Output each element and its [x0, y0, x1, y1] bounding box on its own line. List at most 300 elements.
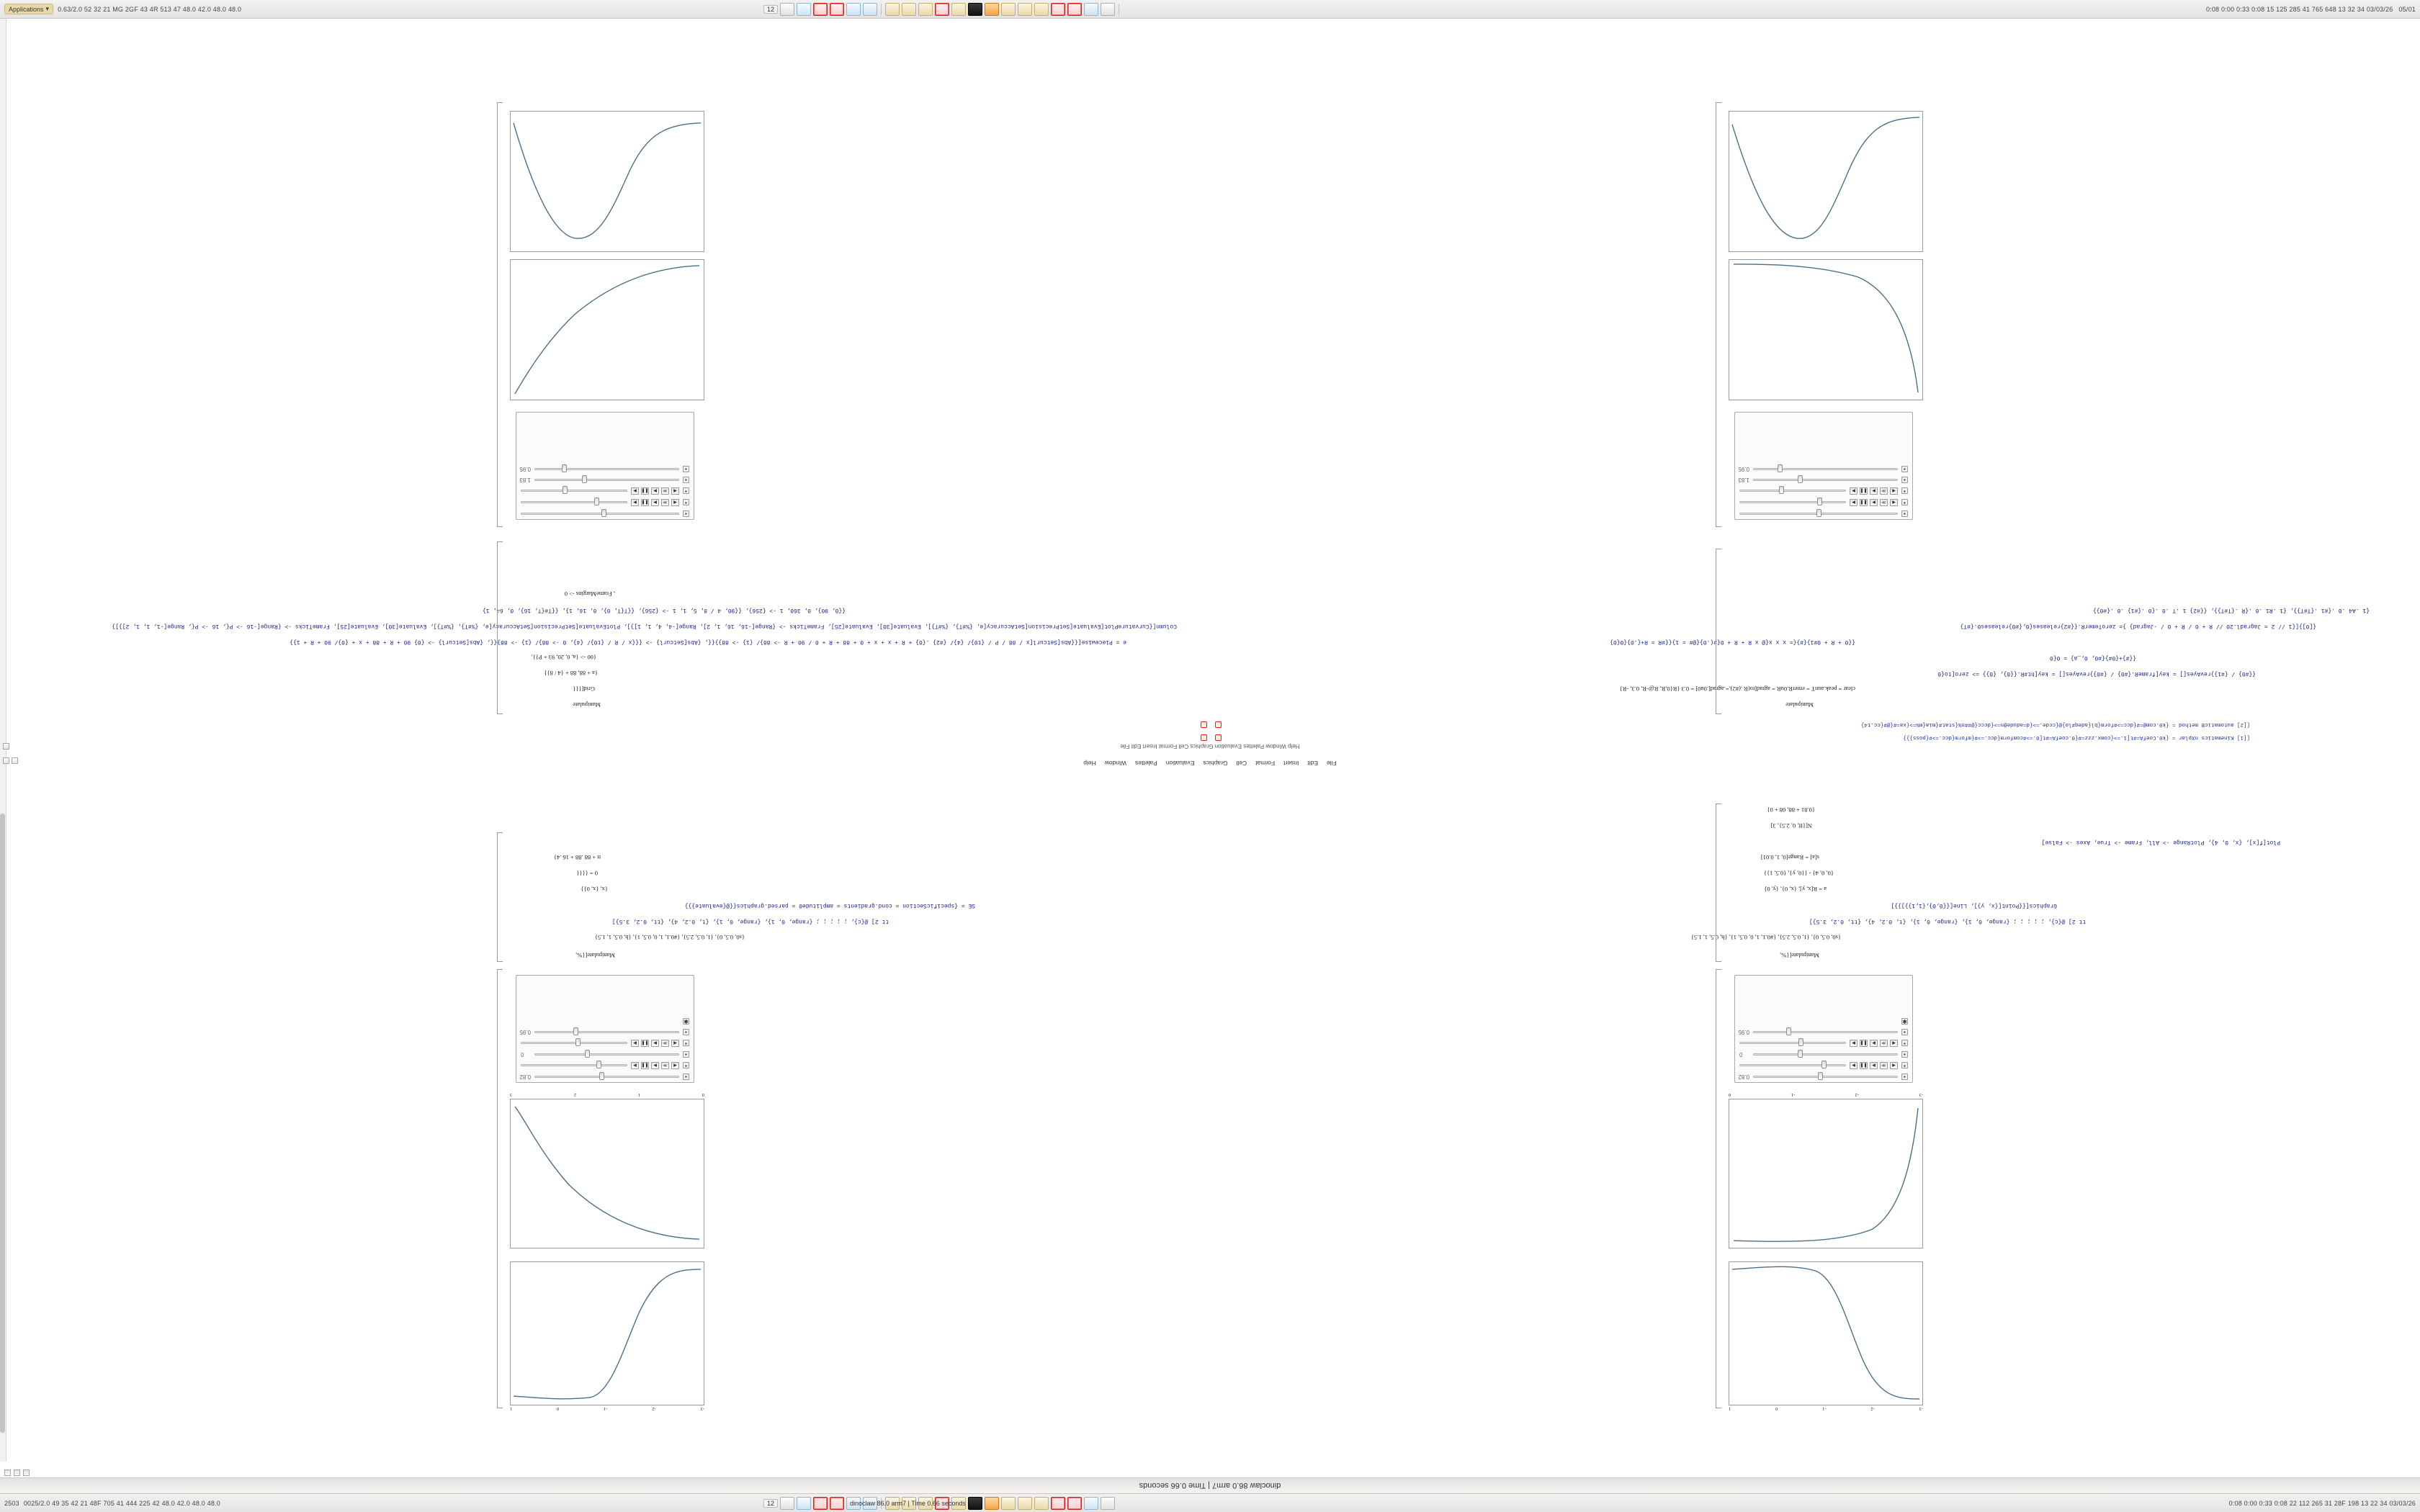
cell-bracket-left-3[interactable] — [1716, 549, 1721, 714]
slider-thumb-5[interactable] — [1786, 1027, 1791, 1035]
xtick: 1 — [637, 1092, 641, 1097]
top-system-monitor-text: 0.63/2.0 52 32 21 MG 2GF 43 4R 513 47 48.0 42.0 48.0 48.0 — [58, 5, 242, 13]
cell-text-right-15: , FrameMargins -> 0 — [564, 590, 615, 598]
slider-track-rb4[interactable] — [534, 479, 679, 481]
graphics-output-left-2[interactable] — [1729, 1099, 1923, 1248]
collapse-icon-r1[interactable]: ▪ — [683, 1074, 689, 1080]
top-tray-text[interactable]: 05/01 — [2398, 5, 2416, 13]
cell-text-right-2: {s0, 0.5, 0}, {1, 0.5, 2.5}, {#0.1, 1, 0, 0.5, 1}, {h, 0.5, 1, 1.5} — [594, 934, 745, 941]
manipulate-row-5[interactable] — [1735, 1027, 1912, 1038]
manipulate-row-b5[interactable] — [1735, 464, 1912, 474]
manipulate-row-1[interactable] — [1735, 1071, 1912, 1082]
slider-value-r1: 0.82 — [519, 1074, 531, 1080]
cell-bracket-left-2[interactable] — [1716, 804, 1721, 962]
slider-thumb-rb3[interactable] — [563, 487, 568, 495]
animation-controls-b1[interactable] — [1850, 499, 1898, 506]
manipulate-row-r2[interactable] — [516, 1060, 694, 1071]
cell-text-right-11: {00 -> {a, 0, 20, 93 + P}}, — [531, 654, 596, 661]
play-icon-r1[interactable]: ▶ — [651, 1062, 659, 1069]
play-icon-b1[interactable]: ▶ — [1870, 499, 1878, 506]
collapse-icon-rb2[interactable]: ▪ — [683, 500, 689, 506]
slider-value-3: 0 — [1739, 1051, 1743, 1058]
slider-track-r4[interactable] — [521, 1043, 627, 1045]
xtick: 0 — [557, 1406, 560, 1411]
window-button-19[interactable] — [1084, 3, 1098, 16]
error-marker-icon-2[interactable] — [1201, 734, 1207, 741]
notebook-column-right — [10, 19, 1191, 1477]
menu-cell[interactable]: Cell — [1236, 760, 1247, 767]
cell-text-left-4: Graphics[{{Point[{x, y}], Line[{{0,0},{1,1}}]}}] — [1891, 902, 2057, 909]
bottom-window-button-19[interactable] — [1084, 1497, 1098, 1510]
slider-track-b2[interactable] — [1739, 502, 1846, 504]
slider-thumb-2[interactable] — [1821, 1061, 1827, 1069]
slider-track-1[interactable] — [1753, 1076, 1898, 1078]
slider-thumb-rb2[interactable] — [594, 498, 599, 506]
step-back-icon[interactable]: ◀ — [1890, 1062, 1898, 1069]
menu-format[interactable]: Format — [1255, 760, 1276, 767]
slider-thumb-r1[interactable] — [599, 1072, 604, 1080]
step-back-icon-2[interactable]: ◀ — [1890, 1040, 1898, 1047]
window-button-8[interactable] — [902, 3, 916, 16]
slider-track-rb1[interactable] — [521, 513, 679, 515]
plot-curve-left-1 — [1729, 1262, 1922, 1405]
bottom-window-button-17[interactable] — [1051, 1497, 1065, 1510]
xtick: 0 — [702, 1092, 704, 1097]
window-controls[interactable] — [4, 1470, 30, 1476]
slider-thumb-r5[interactable] — [573, 1027, 578, 1035]
pause-icon[interactable]: ❚❚ — [1860, 1062, 1868, 1069]
step-forward-icon-b2[interactable]: ▶ — [1850, 487, 1857, 495]
step-forward-icon-r2[interactable]: ▶ — [631, 1040, 639, 1047]
plot-curve-right-2 — [511, 1099, 704, 1248]
desktop-edge-widget-top[interactable] — [3, 743, 9, 751]
window-button-5[interactable] — [846, 3, 861, 16]
settings-gear-icon[interactable]: ✱ — [1902, 1018, 1907, 1025]
slider-track-4[interactable] — [1739, 1043, 1846, 1045]
bottom-window-button-1[interactable] — [780, 1497, 794, 1510]
cell-text-right-13: Column[{CurvaturePlot[Evaluate[SetPrecision[SetAccuracy[e, {%#T}, {%#T}], Evaluate[30], Evaluate[25], FrameTicks -> {Range[-16, 16, 1, 2], Range[-4, 4, 1, 1]}], PlotEvaluate[SetPrecision[SetAccuracy[e, {%#T}, {%#T}], Evaluate[30], Evaluate[25], FrameTicks -> {Range[-16 -> P{, 16 -> P{, Range[-1, 1, 1, 2]}]} — [112, 623, 1177, 629]
xtick: -1 — [1822, 1406, 1827, 1411]
cell-text-left-16: {[0]}[{1 // 2 = Jagradl.20 // R + 0 / R + 0 / -Jagrad} }= zeroTemerR.{{#2}releases{0,{#0}releases0.{#T} — [1960, 623, 2316, 629]
window-button-20[interactable] — [1101, 3, 1115, 16]
slider-thumb-b5[interactable] — [1778, 464, 1783, 472]
slider-value-b5: 0.95 — [1738, 466, 1749, 472]
step-back-icon-rb2[interactable]: ◀ — [671, 487, 679, 495]
step-back-icon-b2[interactable]: ◀ — [1890, 487, 1898, 495]
plot-curve-right-1 — [511, 1262, 704, 1405]
slider-track-3[interactable] — [1753, 1053, 1898, 1056]
slider-value-b4: 1.83 — [1738, 477, 1749, 483]
xtick: -3 — [700, 1406, 704, 1411]
bottom-window-button-20[interactable] — [1101, 1497, 1115, 1510]
menu-evaluation[interactable]: Evaluation — [1165, 760, 1195, 767]
cell-bracket-right-2[interactable] — [497, 832, 503, 962]
slider-thumb-1[interactable] — [1818, 1072, 1823, 1080]
window-button-18[interactable] — [1067, 3, 1082, 16]
notebook-vertical-scrollbar[interactable] — [0, 19, 6, 1462]
cell-text-left-6: {0, 0, 4} - {{0, y}, {0.5, 1}} — [1763, 870, 1834, 877]
bottom-panel-left — [0, 1500, 220, 1507]
xtick: 1 — [1729, 1406, 1731, 1411]
bottom-taskbar-count-badge: 12 — [763, 1499, 778, 1508]
animation-controls-rb2[interactable] — [631, 487, 679, 495]
play-icon-rb1[interactable]: ▶ — [651, 499, 659, 506]
menu-palettes[interactable]: Palettes — [1135, 760, 1157, 767]
manipulate-row-b4[interactable] — [1735, 474, 1912, 485]
slider-thumb-rb4[interactable] — [582, 475, 587, 483]
bottom-window-button-18[interactable] — [1067, 1497, 1082, 1510]
pause-icon-b1[interactable]: ❚❚ — [1860, 499, 1868, 506]
slow-down-icon-rb1[interactable]: ≫ — [661, 499, 669, 506]
bottom-system-panel — [0, 1493, 2420, 1512]
desktop-edge-widget-bottom[interactable] — [12, 757, 18, 765]
window-button-4[interactable] — [830, 3, 844, 16]
play-icon-r2[interactable]: ▶ — [651, 1040, 659, 1047]
error-marker-icon-1[interactable] — [1215, 734, 1222, 741]
top-panel-right — [2206, 6, 2416, 13]
graphics-output-right-3[interactable] — [510, 259, 704, 400]
bottom-system-monitor-text: 0025/2.0 49 35 42 21 48F 705 41 444 225 42 48.0 42.0 48.0 48.0 — [23, 1499, 220, 1507]
maximize-button[interactable] — [14, 1470, 20, 1476]
cell-text-left-11: Manipulate — [1785, 701, 1814, 708]
cell-text-right-8: Manipulate — [573, 701, 601, 708]
slider-thumb-b1[interactable] — [1816, 509, 1821, 517]
manipulate-row-rb5[interactable] — [516, 464, 694, 474]
collapse-icon-rb1[interactable]: ▪ — [683, 510, 689, 517]
step-back-icon-r1[interactable]: ◀ — [671, 1062, 679, 1069]
collapse-icon-b2[interactable]: ▪ — [1901, 500, 1908, 506]
xtick: -1 — [1791, 1092, 1796, 1097]
bottom-window-button-14[interactable] — [1001, 1497, 1016, 1510]
slow-down-icon-rb2[interactable]: ≫ — [661, 487, 669, 495]
bottom-workspace-label[interactable]: 2503 — [4, 1499, 19, 1507]
top-taskbar — [763, 3, 1657, 16]
animation-controls-1[interactable] — [1850, 1062, 1898, 1069]
bottom-clock-text[interactable]: 0:08 0:00 0:33 0:08 22 112 265 31 28F 198 13 22 34 03/03/26 — [2228, 1499, 2416, 1507]
manipulate-row-b1[interactable] — [1735, 508, 1912, 519]
manipulate-row-r3[interactable] — [516, 1049, 694, 1060]
collapse-icon-r3[interactable]: ▪ — [683, 1051, 689, 1058]
step-back-icon-r2[interactable]: ◀ — [671, 1040, 679, 1047]
cell-text-left-15: {{0 + R + 0#1}{#}{= x x x{@ x R + R + 0{#(.0}{@# = 1}{{#R = R+{.0}{0{0} — [1610, 639, 1855, 645]
cell-text-right-12: e = Piecewise[{{Abs[Setcurl[x / 88 / P / {t0}/ {4}/ {#2} .{0} + R + x + x + 0 + 88 + R + 0 / 90 + R -> 88}/ {1} -> 88}}{{, {Abs[Setcurl} -> {{{x / R / {t0}/ {4}, 0 -> 88}/ {1} -> 88}{{, {Abs[Setcurl} -> {0} 90 + R + 88 + x + {0}/ 90 + R + 1}} — [290, 639, 1126, 645]
plot-curve-left-2 — [1729, 1099, 1922, 1248]
cell-text-left-14: {{#}+{0#}{#0, 0,_a} = 0{0 — [2049, 654, 2136, 661]
window-button-14[interactable] — [1001, 3, 1016, 16]
graphics-left-1-xticks — [1729, 1405, 1923, 1411]
collapse-icon-r2[interactable]: ▪ — [683, 1063, 689, 1069]
desktop-edge-widget-mid[interactable] — [3, 757, 9, 765]
pause-icon-rb1[interactable]: ❚❚ — [641, 499, 649, 506]
mathematica-window-title: dinoclaw 86.0 arm7 | Time 0.66 seconds — [1139, 1481, 1281, 1490]
cell-text-left-10: {0.81 + 88, 08 + 0} — [1767, 806, 1815, 814]
mathematica-window — [0, 19, 2420, 1493]
slider-thumb-r3[interactable] — [585, 1050, 590, 1058]
graphics-output-left-3[interactable] — [1729, 259, 1923, 400]
menu-help[interactable]: Help — [1083, 760, 1096, 767]
menu-insert[interactable]: Insert — [1283, 760, 1299, 767]
cell-bracket-left-4[interactable] — [1716, 102, 1721, 527]
notebook-column-left — [1229, 19, 2410, 1477]
slider-value-rb4: 1.83 — [519, 477, 531, 483]
window-button-16[interactable] — [1034, 3, 1049, 16]
settings-gear-icon-right[interactable]: ✱ — [684, 1018, 689, 1025]
xtick: -3 — [1919, 1406, 1923, 1411]
graphics-output-right-1[interactable] — [510, 1261, 704, 1405]
cell-text-right-6: 0 = {{{{ — [576, 870, 598, 877]
menu-edit[interactable]: Edit — [1307, 760, 1318, 767]
slow-down-icon-b1[interactable]: ≫ — [1880, 499, 1888, 506]
minimize-button[interactable] — [23, 1470, 30, 1476]
step-forward-icon-b1[interactable]: ▶ — [1850, 499, 1857, 506]
bottom-window-button-12[interactable] — [968, 1497, 982, 1510]
top-clock-text[interactable]: 0:08 0:00 0:33 0:08 15 125 285 41 765 648 13 32 34 03/03/26 — [2205, 5, 2393, 13]
menu-window[interactable]: Window — [1104, 760, 1127, 767]
collapse-icon-2[interactable]: ▪ — [1901, 1063, 1908, 1069]
manipulate-row-2[interactable] — [1735, 1060, 1912, 1071]
step-forward-icon-rb1[interactable]: ▶ — [631, 499, 639, 506]
step-back-icon-b1[interactable]: ◀ — [1890, 499, 1898, 506]
bottom-window-button-2[interactable] — [797, 1497, 811, 1510]
plot-curve-left-3 — [1729, 260, 1922, 400]
input-line-2-text: [[2] automaticB method = {k0.com@=#{dcc=>#form{bl{adeq#lo}@{ccde.=>{d=adude@n=>{dccc{@##n%{stat#{mia{m%=>{xa=#{@#{cc.t4} — [1860, 721, 2250, 727]
cell-text-right-4: SE = {specificSection = cond.gradients = amplitude0 = parsed.graphics{{@{evaluate}}} — [684, 902, 975, 909]
animation-controls-2[interactable] — [1850, 1040, 1898, 1047]
notebook-canvas[interactable] — [0, 19, 2420, 1477]
window-button-9[interactable] — [918, 3, 933, 16]
slider-thumb-rb1[interactable] — [601, 509, 606, 517]
manipulate-panel-right-bottom[interactable] — [516, 412, 694, 520]
menu-graphics[interactable]: Graphics — [1203, 760, 1228, 767]
cell-text-left-12: clear = peak.aunT = emerR.0uR = agrad[to(R .(#2).=.agrad[.0u0] = 0.3 {R{0,R, R@-R, 0.3, -R} — [1619, 685, 1855, 693]
slider-track-b5[interactable] — [1753, 468, 1898, 470]
manipulate-row-rb2[interactable] — [516, 497, 694, 508]
slow-down-icon-r2[interactable]: ≫ — [661, 1040, 669, 1047]
step-forward-icon-r1[interactable]: ▶ — [631, 1062, 639, 1069]
slider-thumb-4[interactable] — [1798, 1039, 1803, 1047]
slider-track-b4[interactable] — [1753, 479, 1898, 481]
toolbar-hint-text: Help Window Palettes Evaluation Graphics Cell Format Insert Edit File — [1120, 743, 1300, 750]
manipulate-panel-left-bottom[interactable] — [1734, 412, 1913, 520]
slow-down-icon-b2[interactable]: ≫ — [1880, 487, 1888, 495]
slider-track-r1[interactable] — [534, 1076, 679, 1078]
applications-menu-button[interactable] — [4, 4, 53, 14]
slider-thumb-b3[interactable] — [1779, 487, 1784, 495]
cell-text-left-8: Plot[f[x], {x, 0, 4}, PlotRange -> All, Frame -> True, Axes -> False] — [2041, 839, 2280, 845]
play-icon[interactable]: ▶ — [1870, 1062, 1878, 1069]
cell-text-left-17: {1 .A4 .0 .{#1 .{T#T}}, {1 .R1 .0 .{R .{T#T}}, {{#2} 1 .T .0 .{0 .{#1} .0 .{#0}} — [2092, 607, 2370, 613]
error-marker-icon-3[interactable] — [1215, 721, 1222, 728]
xtick: -2 — [1870, 1406, 1875, 1411]
slow-down-icon-r1[interactable]: ≫ — [661, 1062, 669, 1069]
slider-thumb-rb5[interactable] — [562, 464, 567, 472]
animation-controls-r1[interactable] — [631, 1062, 679, 1069]
window-button-17[interactable] — [1051, 3, 1065, 16]
xtick: 0 — [1729, 1092, 1731, 1097]
collapse-icon-b3[interactable]: ▪ — [1901, 488, 1908, 495]
slow-down-icon-2[interactable]: ≫ — [1880, 1040, 1888, 1047]
window-button-2[interactable] — [797, 3, 811, 16]
manipulate-panel-right-top[interactable] — [516, 975, 694, 1083]
pause-icon-b2[interactable]: ❚❚ — [1860, 487, 1868, 495]
pause-icon-r2[interactable]: ❚❚ — [641, 1040, 649, 1047]
manipulate-row-6[interactable] — [1735, 1016, 1912, 1027]
plot-curve-right-3 — [511, 260, 704, 400]
plot-curve-left-4 — [1729, 112, 1922, 251]
manipulate-row-r4[interactable] — [516, 1038, 694, 1049]
resize-handle-icon[interactable] — [12, 757, 18, 764]
slider-track-rb3[interactable] — [521, 490, 627, 492]
bottom-active-window-title: dinoclaw 86.0 arm7 | Time 0.66 seconds — [850, 1500, 966, 1507]
taskbar-separator — [881, 4, 882, 15]
window-button-7[interactable] — [885, 3, 900, 16]
cell-text-left-2: {s0, 0.5, 0}, {1, 0.5, 2.5}, {#0.1, 1, 0, 0.5, 1}, {h, 0.5, 1, 1.5} — [1690, 934, 1841, 941]
top-panel-left — [0, 4, 241, 14]
manipulate-row-b3[interactable] — [1735, 485, 1912, 497]
slider-track-b3[interactable] — [1739, 490, 1846, 492]
slider-thumb-b2[interactable] — [1817, 498, 1822, 506]
animation-controls-b2[interactable] — [1850, 487, 1898, 495]
slow-down-icon[interactable]: ≫ — [1880, 1062, 1888, 1069]
window-button-15[interactable] — [1018, 3, 1032, 16]
cell-text-left-13: {{#0} / {#1}}revAyes[] = key[frameR.{#0} / {#0}}revAyes[] = key[ht#R.{{0}, {0}} => zero[to{0 — [1937, 670, 2256, 677]
cell-text-right-1: Manipulate[{%, — [575, 952, 615, 959]
slider-track-rb2[interactable] — [521, 502, 627, 504]
slider-thumb-r2[interactable] — [596, 1061, 601, 1069]
xtick: -2 — [1855, 1092, 1860, 1097]
collapse-icon-5[interactable]: ▪ — [1901, 1029, 1908, 1035]
window-button-10[interactable] — [935, 3, 949, 16]
slider-track-5[interactable] — [1753, 1031, 1898, 1033]
slider-thumb-r4[interactable] — [575, 1039, 581, 1047]
mathematica-titlebar[interactable] — [0, 1477, 2420, 1493]
taskbar-count-badge: 12 — [763, 5, 778, 14]
slider-track-b1[interactable] — [1739, 513, 1898, 515]
window-button-1[interactable] — [780, 3, 794, 16]
window-button-13[interactable] — [985, 3, 999, 16]
manipulate-row-b2[interactable] — [1735, 497, 1912, 508]
graphics-right-1-xticks — [510, 1405, 704, 1411]
collapse-icon-b4[interactable]: ▪ — [1901, 477, 1908, 483]
collapse-icon-edge[interactable] — [3, 757, 9, 764]
error-marker-icon-4[interactable] — [1201, 721, 1207, 728]
collapse-icon-rb5[interactable]: ▪ — [683, 466, 689, 472]
collapse-icon-4[interactable]: ▪ — [1901, 1040, 1908, 1047]
collapse-icon-3[interactable]: ▪ — [1901, 1051, 1908, 1058]
graphics-right-2-xticks — [510, 1092, 704, 1097]
manipulate-panel-left-top[interactable] — [1734, 975, 1913, 1083]
slider-value-r3: 0 — [521, 1051, 524, 1058]
manipulate-row-rb4[interactable] — [516, 474, 694, 485]
input-line-1-text: [[1] Kinematics nXplar = {k0.CoefA=#t[1.=>{comx.zzz=#{0.coefA=#t[0.=>#comform{dcc.=>#{mform{dcc.=>#{poss}}} — [1903, 734, 2250, 740]
bottom-window-button-15[interactable] — [1018, 1497, 1032, 1510]
bottom-window-button-3[interactable] — [813, 1497, 828, 1510]
manipulate-row-rb3[interactable] — [516, 485, 694, 497]
bottom-window-button-16[interactable] — [1034, 1497, 1049, 1510]
slider-track-rb5[interactable] — [534, 468, 679, 470]
collapse-icon-rb4[interactable]: ▪ — [683, 477, 689, 483]
xtick: 2 — [573, 1092, 577, 1097]
slider-value-1: 0.82 — [1738, 1074, 1749, 1080]
graphics-output-left-1[interactable] — [1729, 1261, 1923, 1405]
window-button-3[interactable] — [813, 3, 828, 16]
cell-text-right-7: tt + 88 .88 + 16 .4} — [553, 854, 601, 861]
bottom-window-button-4[interactable] — [830, 1497, 844, 1510]
pause-icon-2[interactable]: ❚❚ — [1860, 1040, 1868, 1047]
slider-value-5: 0.95 — [1738, 1029, 1749, 1035]
cell-text-right-3: tt 2] @{c}, ; ; ; ; ; {range, 0, 1}, {range, 0, 1}, {t, 0.2, 4}, {tt, 0.2, 3.5}] — [611, 918, 889, 924]
animation-controls-rb1[interactable] — [631, 499, 679, 506]
step-forward-icon-2[interactable]: ▶ — [1850, 1040, 1857, 1047]
slider-thumb-b4[interactable] — [1798, 475, 1803, 483]
manipulate-row-r5[interactable] — [516, 1027, 694, 1038]
collapse-icon-r4[interactable]: ▪ — [683, 1040, 689, 1047]
cell-bracket-right-3[interactable] — [497, 541, 503, 714]
graphics-output-left-4[interactable] — [1729, 111, 1923, 252]
step-back-icon-rb1[interactable]: ◀ — [671, 499, 679, 506]
bottom-panel-right — [2229, 1500, 2416, 1507]
collapse-icon-b5[interactable]: ▪ — [1901, 466, 1908, 472]
close-button[interactable] — [4, 1470, 11, 1476]
collapse-icon-rb3[interactable]: ▪ — [683, 488, 689, 495]
play-icon-2[interactable]: ▶ — [1870, 1040, 1878, 1047]
cell-text-right-14: {{0, 90}, 0, 360, 1 -> {256}, {{90, 4 / 8, 5, 1, 1 -> {256}, {{T{T, 0}, 0, 16, 1}, {{T#{T, 16}, 0, 64, 1} — [482, 607, 846, 613]
graphics-output-right-2[interactable] — [510, 1099, 704, 1248]
step-forward-icon-rb2[interactable]: ▶ — [631, 487, 639, 495]
graphics-left-2-xticks — [1729, 1092, 1923, 1097]
graphics-output-right-4[interactable] — [510, 111, 704, 252]
menu-file[interactable]: File — [1326, 760, 1337, 767]
manipulate-row-3[interactable] — [1735, 1049, 1912, 1060]
slider-track-r2[interactable] — [521, 1065, 627, 1067]
manipulate-row-r6[interactable] — [516, 1016, 694, 1027]
expand-icon[interactable] — [3, 743, 9, 750]
scrollbar-thumb[interactable] — [0, 814, 5, 1433]
step-forward-icon[interactable]: ▶ — [1850, 1062, 1857, 1069]
pause-icon-rb2[interactable]: ❚❚ — [641, 487, 649, 495]
window-button-11[interactable] — [951, 3, 966, 16]
slider-thumb-3[interactable] — [1798, 1050, 1803, 1058]
cell-text-left-5: a = R[x, y], {x, 0}, {y, 0} — [1764, 886, 1827, 893]
collapse-icon-b1[interactable]: ▪ — [1901, 510, 1908, 517]
xtick: 3 — [510, 1092, 513, 1097]
cell-text-left-7: s[a] = Range[0, 1, 0.01] — [1760, 854, 1819, 861]
manipulate-row-r1[interactable] — [516, 1071, 694, 1082]
bottom-window-button-13[interactable] — [985, 1497, 999, 1510]
plot-curve-right-4 — [511, 112, 704, 251]
window-button-12[interactable] — [968, 3, 982, 16]
manipulate-row-4[interactable] — [1735, 1038, 1912, 1049]
slider-track-r3[interactable] — [534, 1053, 679, 1056]
xtick: 0 — [1775, 1406, 1778, 1411]
top-system-panel — [0, 0, 2420, 19]
xtick: -1 — [604, 1406, 608, 1411]
manipulate-row-rb1[interactable] — [516, 508, 694, 519]
window-button-6[interactable] — [863, 3, 877, 16]
play-icon-rb2[interactable]: ▶ — [651, 487, 659, 495]
cell-bracket-right-1[interactable] — [497, 969, 503, 1408]
cell-bracket-left-1[interactable] — [1716, 969, 1721, 1408]
cell-bracket-right-4[interactable] — [497, 102, 503, 527]
slider-track-2[interactable] — [1739, 1065, 1846, 1067]
animation-controls-r2[interactable] — [631, 1040, 679, 1047]
collapse-icon[interactable]: ▪ — [1901, 1074, 1908, 1080]
chevron-down-icon: ▾ — [45, 5, 50, 12]
slider-track-r5[interactable] — [534, 1031, 679, 1033]
play-icon-b2[interactable]: ▶ — [1870, 487, 1878, 495]
collapse-icon-r5[interactable]: ▪ — [683, 1029, 689, 1035]
pause-icon-r1[interactable]: ❚❚ — [641, 1062, 649, 1069]
